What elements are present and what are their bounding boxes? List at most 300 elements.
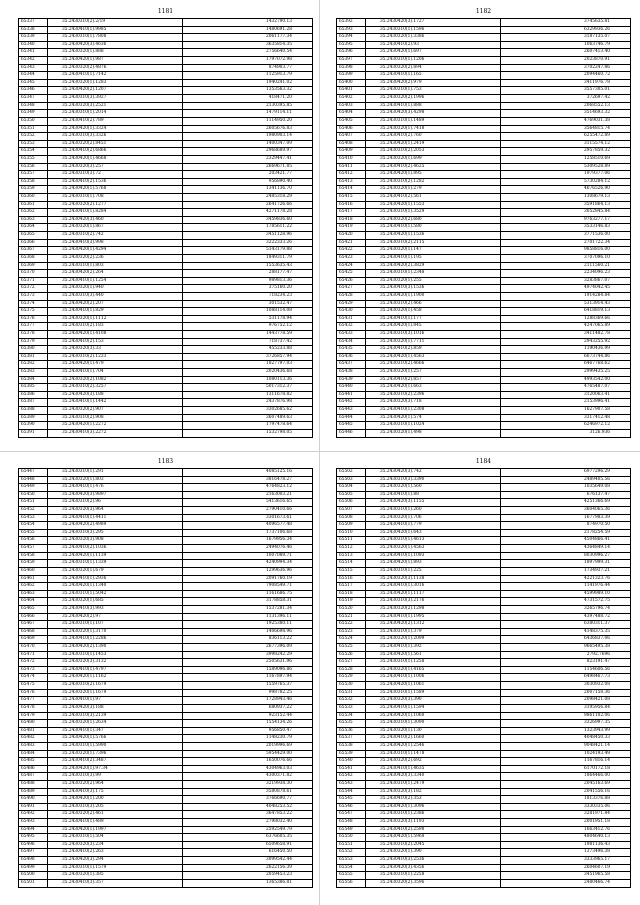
amount-cell: 3178858.31 bbox=[183, 598, 313, 606]
amount-cell: 2489405.56 bbox=[501, 476, 631, 484]
code-cell: 35.2430410(3).2272 bbox=[48, 429, 183, 437]
code-cell: 35.2430320(1).888 bbox=[48, 49, 183, 57]
row-id-cell: 65457 bbox=[19, 545, 48, 553]
amount-cell: 3115574.12 bbox=[501, 140, 631, 148]
row-id-cell: 65357 bbox=[19, 171, 48, 179]
row-id-cell: 65419 bbox=[337, 224, 366, 232]
table-row bbox=[19, 682, 313, 690]
code-cell: 35.2430410(1).704 bbox=[48, 369, 183, 377]
row-id-cell: 65446 bbox=[337, 429, 366, 437]
amount-cell: 956850.47 bbox=[183, 727, 313, 735]
code-cell: 35.2430310(3).99 bbox=[48, 773, 183, 781]
amount-cell: 1940241.02 bbox=[183, 79, 313, 87]
table-row bbox=[337, 697, 631, 705]
amount-cell: 4148375.35 bbox=[501, 628, 631, 636]
code-cell: 35.2430420(1).5968 bbox=[366, 834, 501, 842]
code-cell: 35.2430420(1).1553 bbox=[366, 201, 501, 209]
amount-cell: 1537281.34 bbox=[183, 605, 313, 613]
code-cell: 35.2430420(1).4668 bbox=[48, 155, 183, 163]
row-id-cell: 65487 bbox=[19, 773, 48, 781]
code-cell: 35.2430310(2).1282 bbox=[366, 178, 501, 186]
amount-cell: 6170172.18 bbox=[501, 765, 631, 773]
amount-cell: 3459836.60 bbox=[183, 216, 313, 224]
amount-cell: 4397488.72 bbox=[501, 613, 631, 621]
code-cell: 35.2430420(1).1060 bbox=[366, 712, 501, 720]
row-id-cell: 65493 bbox=[19, 819, 48, 827]
table-row bbox=[337, 666, 631, 674]
row-id-cell: 65488 bbox=[19, 780, 48, 788]
row-id-cell: 65536 bbox=[337, 727, 366, 735]
page-1183 bbox=[18, 456, 313, 895]
amount-cell: 2178254.59 bbox=[501, 529, 631, 537]
code-cell: 35.2430410(1).165 bbox=[366, 72, 501, 80]
row-id-cell: 65481 bbox=[19, 727, 48, 735]
amount-cell: 1554134.26 bbox=[183, 720, 313, 728]
amount-cell: 2957859.32 bbox=[501, 148, 631, 156]
code-cell: 35.2430320(2).907 bbox=[48, 407, 183, 415]
amount-cell: 2622156.39 bbox=[183, 864, 313, 872]
amount-cell: 6246972.12 bbox=[501, 422, 631, 430]
code-cell: 35.2430410(2).1536 bbox=[48, 178, 183, 186]
table-row bbox=[337, 384, 631, 392]
code-cell: 35.2430420(1).643 bbox=[366, 529, 501, 537]
code-cell: 35.2430410(1).2936 bbox=[48, 575, 183, 583]
amount-cell: 3514693.32 bbox=[501, 110, 631, 118]
row-id-cell: 65361 bbox=[19, 201, 48, 209]
amount-cell: 1980903.14 bbox=[183, 133, 313, 141]
code-cell: 35.2430420(1).3096 bbox=[366, 803, 501, 811]
table-row bbox=[19, 469, 313, 477]
code-cell: 35.2430410(1).779 bbox=[366, 522, 501, 530]
code-cell: 35.2430310(1).1453 bbox=[48, 651, 183, 659]
amount-cell: 2045163.69 bbox=[501, 780, 631, 788]
amount-cell: 6467768.62 bbox=[501, 361, 631, 369]
row-id-cell: 65420 bbox=[337, 232, 366, 240]
table-row bbox=[19, 857, 313, 865]
table-row bbox=[19, 735, 313, 743]
code-cell: 35.2430420(1).1162 bbox=[48, 674, 183, 682]
table-row bbox=[337, 879, 631, 887]
code-cell: 35.2430320(1).685 bbox=[48, 598, 183, 606]
code-cell: 35.2430310(1).2386 bbox=[366, 811, 501, 819]
row-id-cell: 65443 bbox=[337, 407, 366, 415]
code-cell: 35.2430420(1).1117 bbox=[366, 590, 501, 598]
amount-cell: 4769031.38 bbox=[501, 117, 631, 125]
code-cell: 35.2430420(3).188 bbox=[48, 704, 183, 712]
code-cell: 35.2430410(1).347 bbox=[48, 727, 183, 735]
code-cell: 35.2430420(1).1061 bbox=[366, 682, 501, 690]
code-cell: 35.2430320(1).706 bbox=[366, 514, 501, 522]
row-id-cell: 65499 bbox=[19, 864, 48, 872]
table-row bbox=[337, 95, 631, 103]
row-id-cell: 65452 bbox=[19, 507, 48, 515]
amount-cell: 9763277.17 bbox=[501, 216, 631, 224]
amount-cell: 1737106.68 bbox=[183, 529, 313, 537]
table-row bbox=[19, 484, 313, 492]
row-id-cell: 65350 bbox=[19, 117, 48, 125]
code-cell: 35.2430410(2).263 bbox=[48, 849, 183, 857]
amount-cell: 3591864.13 bbox=[501, 201, 631, 209]
row-id-cell: 65402 bbox=[337, 95, 366, 103]
code-cell: 35.2430420(1).2419 bbox=[366, 140, 501, 148]
row-id-cell: 65408 bbox=[337, 140, 366, 148]
row-id-cell: 65415 bbox=[337, 194, 366, 202]
amount-cell: 4048450.33 bbox=[501, 735, 631, 743]
table-row bbox=[19, 369, 313, 377]
amount-cell: 5413616.65 bbox=[183, 499, 313, 507]
code-cell: 35.2430310(1).107 bbox=[48, 621, 183, 629]
row-id-cell: 65453 bbox=[19, 514, 48, 522]
code-cell: 35.2430410(1).195 bbox=[366, 254, 501, 262]
table-row bbox=[19, 95, 313, 103]
table-row bbox=[337, 308, 631, 316]
row-id-cell: 65522 bbox=[337, 621, 366, 629]
code-cell: 35.2430410(3).175 bbox=[48, 788, 183, 796]
amount-cell: 2790410.66 bbox=[183, 507, 313, 515]
code-cell: 35.2430310(3).295 bbox=[48, 529, 183, 537]
code-cell: 35.2430420(1).561 bbox=[366, 651, 501, 659]
amount-cell: 2091760.19 bbox=[183, 575, 313, 583]
code-cell: 35.2430310(2).2053 bbox=[366, 148, 501, 156]
table-row bbox=[337, 514, 631, 522]
code-cell: 35.2430320(1).2634 bbox=[48, 720, 183, 728]
table-row bbox=[337, 720, 631, 728]
row-id-cell: 65501 bbox=[19, 879, 48, 887]
amount-cell: 923152.44 bbox=[183, 712, 313, 720]
table-row bbox=[337, 469, 631, 477]
row-id-cell: 65484 bbox=[19, 750, 48, 758]
amount-cell: 836113.22 bbox=[183, 636, 313, 644]
row-id-cell: 65546 bbox=[337, 803, 366, 811]
row-id-cell: 65468 bbox=[19, 628, 48, 636]
row-id-cell: 65403 bbox=[337, 102, 366, 110]
amount-cell: 823191.47 bbox=[501, 659, 631, 667]
row-id-cell: 65521 bbox=[337, 613, 366, 621]
row-id-cell: 65451 bbox=[19, 499, 48, 507]
code-cell: 35.2430410(1).489 bbox=[48, 819, 183, 827]
row-id-cell: 65496 bbox=[19, 841, 48, 849]
code-cell: 35.2430320(1).7396 bbox=[48, 750, 183, 758]
code-cell: 35.2430420(2).1390 bbox=[48, 644, 183, 652]
code-cell: 35.2430320(2).8451 bbox=[48, 140, 183, 148]
table-row bbox=[337, 788, 631, 796]
table-row bbox=[337, 285, 631, 293]
row-id-cell: 65353 bbox=[19, 140, 48, 148]
row-id-cell: 65384 bbox=[19, 376, 48, 384]
amount-cell: 1849311.79 bbox=[183, 254, 313, 262]
code-cell: 35.2430310(3).3927 bbox=[48, 95, 183, 103]
code-cell: 35.2430320(1).7711 bbox=[366, 338, 501, 346]
code-cell: 35.2430320(1).679 bbox=[48, 567, 183, 575]
amount-cell: 1813376.88 bbox=[501, 796, 631, 804]
table-row bbox=[19, 26, 313, 34]
amount-cell: 4221323.76 bbox=[501, 575, 631, 583]
code-cell: 35.2430420(1).1900 bbox=[366, 292, 501, 300]
table-row bbox=[337, 575, 631, 583]
page-number: 1181 bbox=[157, 8, 174, 15]
code-cell: 35.2430420(3).9897 bbox=[48, 491, 183, 499]
code-cell: 35.2430310(2).2396 bbox=[366, 391, 501, 399]
row-id-cell: 65516 bbox=[337, 575, 366, 583]
table-row bbox=[337, 133, 631, 141]
row-id-cell: 65470 bbox=[19, 644, 48, 652]
row-id-cell: 65429 bbox=[337, 300, 366, 308]
row-id-cell: 65526 bbox=[337, 651, 366, 659]
code-cell: 35.2430310(3).2176 bbox=[366, 598, 501, 606]
table-row bbox=[337, 361, 631, 369]
table-row bbox=[337, 216, 631, 224]
code-cell: 35.2430420(1).893 bbox=[366, 560, 501, 568]
page-1181 bbox=[18, 6, 313, 445]
amount-cell: 3635814.35 bbox=[183, 41, 313, 49]
amount-cell: 3647853.22 bbox=[183, 811, 313, 819]
amount-cell: 1480691.28 bbox=[183, 26, 313, 34]
table-row bbox=[337, 178, 631, 186]
code-cell: 35.2430420(1).5766 bbox=[48, 735, 183, 743]
amount-cell: 3771536.00 bbox=[501, 232, 631, 240]
table-row bbox=[19, 285, 313, 293]
row-id-cell: 65478 bbox=[19, 704, 48, 712]
code-cell: 35.2430420(1).1536 bbox=[366, 232, 501, 240]
row-id-cell: 65348 bbox=[19, 102, 48, 110]
table-row bbox=[19, 758, 313, 766]
table-row bbox=[337, 194, 631, 202]
amount-cell: 6509658.91 bbox=[183, 841, 313, 849]
code-cell: 35.2430310(3).3390 bbox=[366, 476, 501, 484]
table-row bbox=[19, 19, 313, 27]
amount-cell: 2669671.85 bbox=[183, 163, 313, 171]
code-cell: 35.2430310(2).1233 bbox=[48, 353, 183, 361]
code-cell: 35.2430420(2).4989 bbox=[48, 522, 183, 530]
code-cell: 35.2430310(1).1489 bbox=[366, 117, 501, 125]
code-cell: 35.2430410(1).2308 bbox=[366, 407, 501, 415]
row-id-cell: 65365 bbox=[19, 232, 48, 240]
row-id-cell: 65497 bbox=[19, 849, 48, 857]
amount-cell: 1677983.39 bbox=[501, 514, 631, 522]
row-id-cell: 65533 bbox=[337, 704, 366, 712]
row-id-cell: 65432 bbox=[337, 323, 366, 331]
table-row bbox=[19, 391, 313, 399]
row-id-cell: 65510 bbox=[337, 529, 366, 537]
row-id-cell: 65421 bbox=[337, 239, 366, 247]
table-row bbox=[337, 567, 631, 575]
amount-cell: 1035649.08 bbox=[501, 484, 631, 492]
row-id-cell: 65387 bbox=[19, 399, 48, 407]
code-cell: 35.2430410(2).93 bbox=[366, 41, 501, 49]
amount-cell: 1341136.70 bbox=[183, 186, 313, 194]
amount-cell: 1663412.76 bbox=[501, 826, 631, 834]
table-row bbox=[337, 186, 631, 194]
amount-cell: 976752.12 bbox=[183, 323, 313, 331]
table-row bbox=[337, 636, 631, 644]
data-table bbox=[18, 468, 313, 888]
amount-cell: 1443778.59 bbox=[183, 330, 313, 338]
table-row bbox=[337, 232, 631, 240]
amount-cell: 3330335.06 bbox=[501, 803, 631, 811]
table-row bbox=[19, 346, 313, 354]
amount-cell: 4240994.34 bbox=[183, 560, 313, 568]
amount-cell: 4247065.89 bbox=[501, 323, 631, 331]
table-row bbox=[337, 414, 631, 422]
row-id-cell: 65349 bbox=[19, 110, 48, 118]
table-row bbox=[337, 315, 631, 323]
code-cell: 35.2430420(1).1997 bbox=[48, 826, 183, 834]
horizontal-page-divider bbox=[0, 451, 640, 452]
code-cell: 35.2430320(2).3596 bbox=[366, 879, 501, 887]
code-cell: 35.2430410(1).1442 bbox=[48, 399, 183, 407]
code-cell: 35.2430420(1).4563 bbox=[366, 353, 501, 361]
table-row bbox=[19, 239, 313, 247]
code-cell: 35.2430410(2).760 bbox=[366, 133, 501, 141]
table-row bbox=[337, 79, 631, 87]
code-cell: 35.2430320(1).147 bbox=[366, 247, 501, 255]
amount-cell: 2059453.23 bbox=[183, 872, 313, 880]
table-row bbox=[337, 262, 631, 270]
code-cell: 35.2430310(3).72 bbox=[48, 171, 183, 179]
row-id-cell: 65509 bbox=[337, 522, 366, 530]
amount-cell: 5730284.12 bbox=[501, 178, 631, 186]
amount-cell: 3745635.81 bbox=[501, 19, 631, 27]
row-id-cell: 65447 bbox=[19, 469, 48, 477]
table-row bbox=[337, 499, 631, 507]
code-cell: 35.2430310(2).742 bbox=[48, 232, 183, 240]
amount-cell: 2494076.46 bbox=[183, 545, 313, 553]
table-row bbox=[19, 590, 313, 598]
table-row bbox=[337, 545, 631, 553]
amount-cell: 5143179.88 bbox=[183, 247, 313, 255]
table-row bbox=[337, 742, 631, 750]
code-cell: 35.2430310(2).908 bbox=[48, 414, 183, 422]
amount-cell: 2505631.96 bbox=[183, 659, 313, 667]
amount-cell: 418471.20 bbox=[183, 95, 313, 103]
table-row bbox=[19, 826, 313, 834]
code-cell: 35.2430320(2).680 bbox=[366, 216, 501, 224]
amount-cell: 301532.47 bbox=[183, 300, 313, 308]
amount-cell: 1627907.58 bbox=[501, 407, 631, 415]
code-cell: 35.2430320(2).894 bbox=[366, 64, 501, 72]
amount-cell: 6376605.35 bbox=[183, 834, 313, 842]
table-row bbox=[337, 727, 631, 735]
table-row bbox=[19, 140, 313, 148]
code-cell: 35.2430320(2).692 bbox=[366, 758, 501, 766]
amount-cell: 1400347.09 bbox=[183, 140, 313, 148]
table-row bbox=[337, 522, 631, 530]
row-id-cell: 65449 bbox=[19, 484, 48, 492]
row-id-cell: 65543 bbox=[337, 780, 366, 788]
table-row bbox=[19, 666, 313, 674]
row-id-cell: 65373 bbox=[19, 292, 48, 300]
amount-cell: 1154606.56 bbox=[501, 666, 631, 674]
code-cell: 35.2430420(2).979 bbox=[366, 79, 501, 87]
code-cell: 35.2430310(2).466 bbox=[366, 300, 501, 308]
table-row bbox=[19, 879, 313, 887]
table-row bbox=[337, 819, 631, 827]
row-id-cell: 65385 bbox=[19, 384, 48, 392]
row-id-cell: 65532 bbox=[337, 697, 366, 705]
row-id-cell: 65472 bbox=[19, 659, 48, 667]
amount-cell: 2153996.41 bbox=[501, 399, 631, 407]
table-row bbox=[19, 720, 313, 728]
code-cell: 35.2430310(1).753 bbox=[366, 87, 501, 95]
amount-cell: 2023870.91 bbox=[501, 57, 631, 65]
row-id-cell: 65517 bbox=[337, 583, 366, 591]
row-id-cell: 65342 bbox=[19, 57, 48, 65]
amount-cell: 2592549.79 bbox=[183, 826, 313, 834]
amount-cell: 1024193.49 bbox=[501, 750, 631, 758]
code-cell: 35.2430320(3).964 bbox=[48, 507, 183, 515]
row-id-cell: 65352 bbox=[19, 133, 48, 141]
code-cell: 35.2430420(3).1727 bbox=[366, 19, 501, 27]
row-id-cell: 65410 bbox=[337, 155, 366, 163]
row-id-cell: 65473 bbox=[19, 666, 48, 674]
row-id-cell: 65445 bbox=[337, 422, 366, 430]
table-row bbox=[337, 26, 631, 34]
code-cell: 35.2430410(1).97 bbox=[48, 697, 183, 705]
amount-cell: 1728943.46 bbox=[183, 697, 313, 705]
row-id-cell: 65346 bbox=[19, 87, 48, 95]
row-id-cell: 65435 bbox=[337, 346, 366, 354]
table-row bbox=[19, 476, 313, 484]
code-cell: 35.2430320(2).1298 bbox=[366, 605, 501, 613]
row-id-cell: 65456 bbox=[19, 537, 48, 545]
amount-cell: 3317412.48 bbox=[501, 414, 631, 422]
table-row bbox=[337, 491, 631, 499]
row-id-cell: 65407 bbox=[337, 133, 366, 141]
row-id-cell: 65338 bbox=[19, 26, 48, 34]
table-row bbox=[19, 247, 313, 255]
table-row bbox=[337, 659, 631, 667]
amount-cell: 3451128.96 bbox=[183, 232, 313, 240]
code-cell: 35.2430420(1).200 bbox=[48, 796, 183, 804]
row-id-cell: 65463 bbox=[19, 590, 48, 598]
table-row bbox=[337, 224, 631, 232]
table-row bbox=[19, 41, 313, 49]
row-id-cell: 65553 bbox=[337, 857, 366, 865]
code-cell: 35.2430310(1).1206 bbox=[366, 57, 501, 65]
amount-cell: 989813.36 bbox=[183, 277, 313, 285]
amount-cell: 6673744.86 bbox=[501, 353, 631, 361]
row-id-cell: 65392 bbox=[337, 19, 366, 27]
row-id-cell: 65556 bbox=[337, 879, 366, 887]
table-row bbox=[19, 621, 313, 629]
amount-cell: 874903.77 bbox=[183, 64, 313, 72]
table-row bbox=[19, 155, 313, 163]
table-row bbox=[19, 384, 313, 392]
row-id-cell: 65483 bbox=[19, 742, 48, 750]
row-id-cell: 65372 bbox=[19, 285, 48, 293]
code-cell: 35.2430420(3).188 bbox=[48, 391, 183, 399]
table-row bbox=[19, 613, 313, 621]
code-cell: 35.2430320(1).940 bbox=[48, 285, 183, 293]
amount-cell: 1864466.00 bbox=[501, 773, 631, 781]
amount-cell: 2677396.09 bbox=[183, 644, 313, 652]
code-cell: 35.2430420(2).1312 bbox=[366, 621, 501, 629]
row-id-cell: 65489 bbox=[19, 788, 48, 796]
amount-cell: 2094460.72 bbox=[501, 72, 631, 80]
row-id-cell: 65450 bbox=[19, 491, 48, 499]
table-row bbox=[337, 64, 631, 72]
table-row bbox=[19, 788, 313, 796]
table-row bbox=[19, 773, 313, 781]
row-id-cell: 65480 bbox=[19, 720, 48, 728]
amount-cell: 4764823.12 bbox=[183, 484, 313, 492]
row-id-cell: 65369 bbox=[19, 262, 48, 270]
amount-cell: 1063746.79 bbox=[501, 41, 631, 49]
code-cell: 35.2430410(2).4625 bbox=[366, 163, 501, 171]
code-cell: 35.2430310(1).1589 bbox=[366, 689, 501, 697]
table-row bbox=[19, 34, 313, 42]
amount-cell: 2607413.40 bbox=[501, 49, 631, 57]
